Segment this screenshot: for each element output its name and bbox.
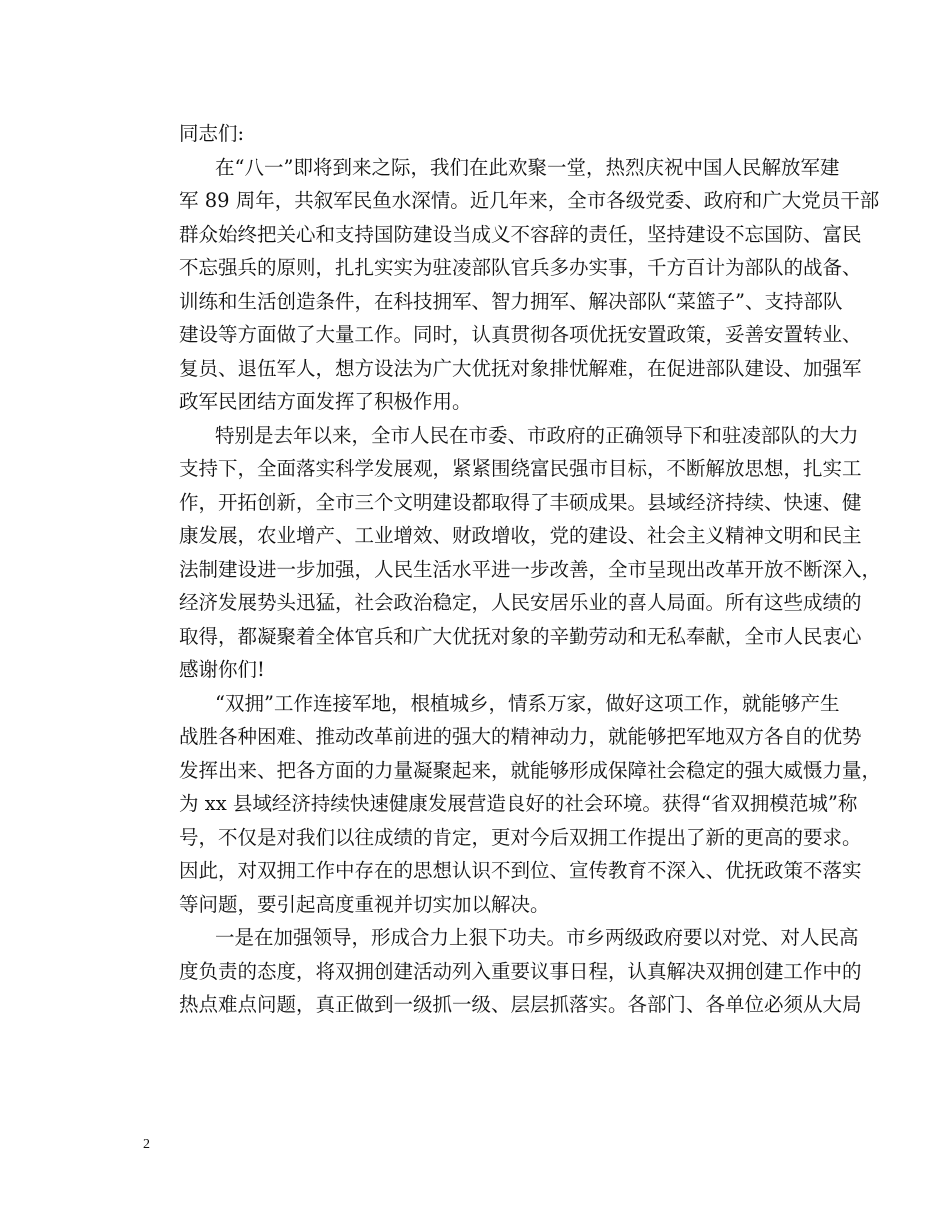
paragraph-line: 等问题，要引起高度重视并切实加以解决。 [179, 892, 550, 916]
paragraph-line: 经济发展势头迅猛，社会政治稳定，人民安居乐业的喜人局面。所有这些成绩的 [179, 591, 862, 614]
document-body [143, 117, 882, 1022]
paragraph-line: 发挥出来、把各方面的力量凝聚起来，就能够形成保障社会稳定的强大威慑力量， [179, 758, 882, 782]
paragraph-3 [143, 687, 882, 922]
paragraph-4 [143, 921, 862, 1022]
paragraph-line: 训练和生活创造条件，在科技拥军、智力拥军、解决部队“菜篮子”、支持部队 [179, 289, 843, 313]
paragraph-line: 一是在加强领导，形成合力上狠下功夫。市乡两级政府要以对党、对人民高 [215, 926, 859, 949]
paragraph-line: 政军民团结方面发挥了积极作用。 [179, 390, 472, 413]
paragraph-line: 不忘强兵的原则，扎扎实实为驻凌部队官兵多办实事，千方百计为部队的战备、 [179, 256, 862, 279]
paragraph-line: 因此，对双拥工作中存在的思想认识不到位、宣传教育不深入、优抚政策不落实 [179, 859, 862, 882]
paragraph-line: 为 xx 县域经济持续快速健康发展营造良好的社会环境。获得“省双拥模范城”称 [179, 792, 858, 815]
paragraph-line: 号，不仅是对我们以往成绩的肯定，更对今后双拥工作提出了新的更高的要求。 [179, 825, 862, 849]
paragraph-line: 群众始终把关心和支持国防建设当成义不容辞的责任，坚持建设不忘国防、富民 [179, 222, 862, 246]
paragraph-line: 战胜各种困难、推动改革前进的强大的精神动力，就能够把军地双方各自的优势 [179, 725, 862, 748]
paragraph-2 [143, 419, 882, 687]
paragraph-line: 法制建设进一步加强，人民生活水平进一步改善，全市呈现出改革开放不断深入， [179, 557, 882, 581]
paragraph-line: 军 89 周年，共叙军民鱼水深情。近几年来，全市各级党委、政府和广大党员干部 [179, 189, 880, 212]
paragraph-line: 度负责的态度，将双拥创建活动列入重要议事日程，认真解决双拥创建工作中的 [179, 959, 862, 983]
paragraph-line: 建设等方面做了大量工作。同时，认真贯彻各项优抚安置政策，妥善安置转业、 [179, 323, 862, 346]
paragraph-line: 感谢你们! [179, 658, 265, 681]
paragraph-line: “双拥”工作连接军地，根植城乡，情系万家，做好这项工作，就能够产生 [215, 691, 840, 715]
paragraph-line: 复员、退伍军人，想方设法为广大优抚对象排忧解难，在促进部队建设、加强军 [179, 356, 862, 380]
paragraph-line: 支持下，全面落实科学发展观，紧紧围绕富民强市目标，不断解放思想，扎实工 [179, 457, 862, 480]
paragraph-line: 作，开拓创新，全市三个文明建设都取得了丰硕成果。县域经济持续、快速、健 [179, 490, 862, 514]
paragraph-line: 特别是去年以来，全市人民在市委、市政府的正确领导下和驻凌部队的大力 [215, 423, 859, 447]
greeting: 同志们: [179, 122, 245, 145]
paragraph-line: 在“八一”即将到来之际，我们在此欢聚一堂，热烈庆祝中国人民解放军建 [215, 155, 840, 179]
paragraph-line: 康发展，农业增产、工业增效、财政增收，党的建设、社会主义精神文明和民主 [179, 524, 862, 547]
paragraph-line: 取得，都凝聚着全体官兵和广大优抚对象的辛勤劳动和无私奉献，全市人民衷心 [179, 624, 862, 648]
paragraph-line: 热点难点问题，真正做到一级抓一级、层层抓落实。各部门、各单位必须从大局 [179, 993, 862, 1016]
page-number: 2 [143, 1137, 150, 1152]
paragraph-1 [143, 151, 880, 419]
